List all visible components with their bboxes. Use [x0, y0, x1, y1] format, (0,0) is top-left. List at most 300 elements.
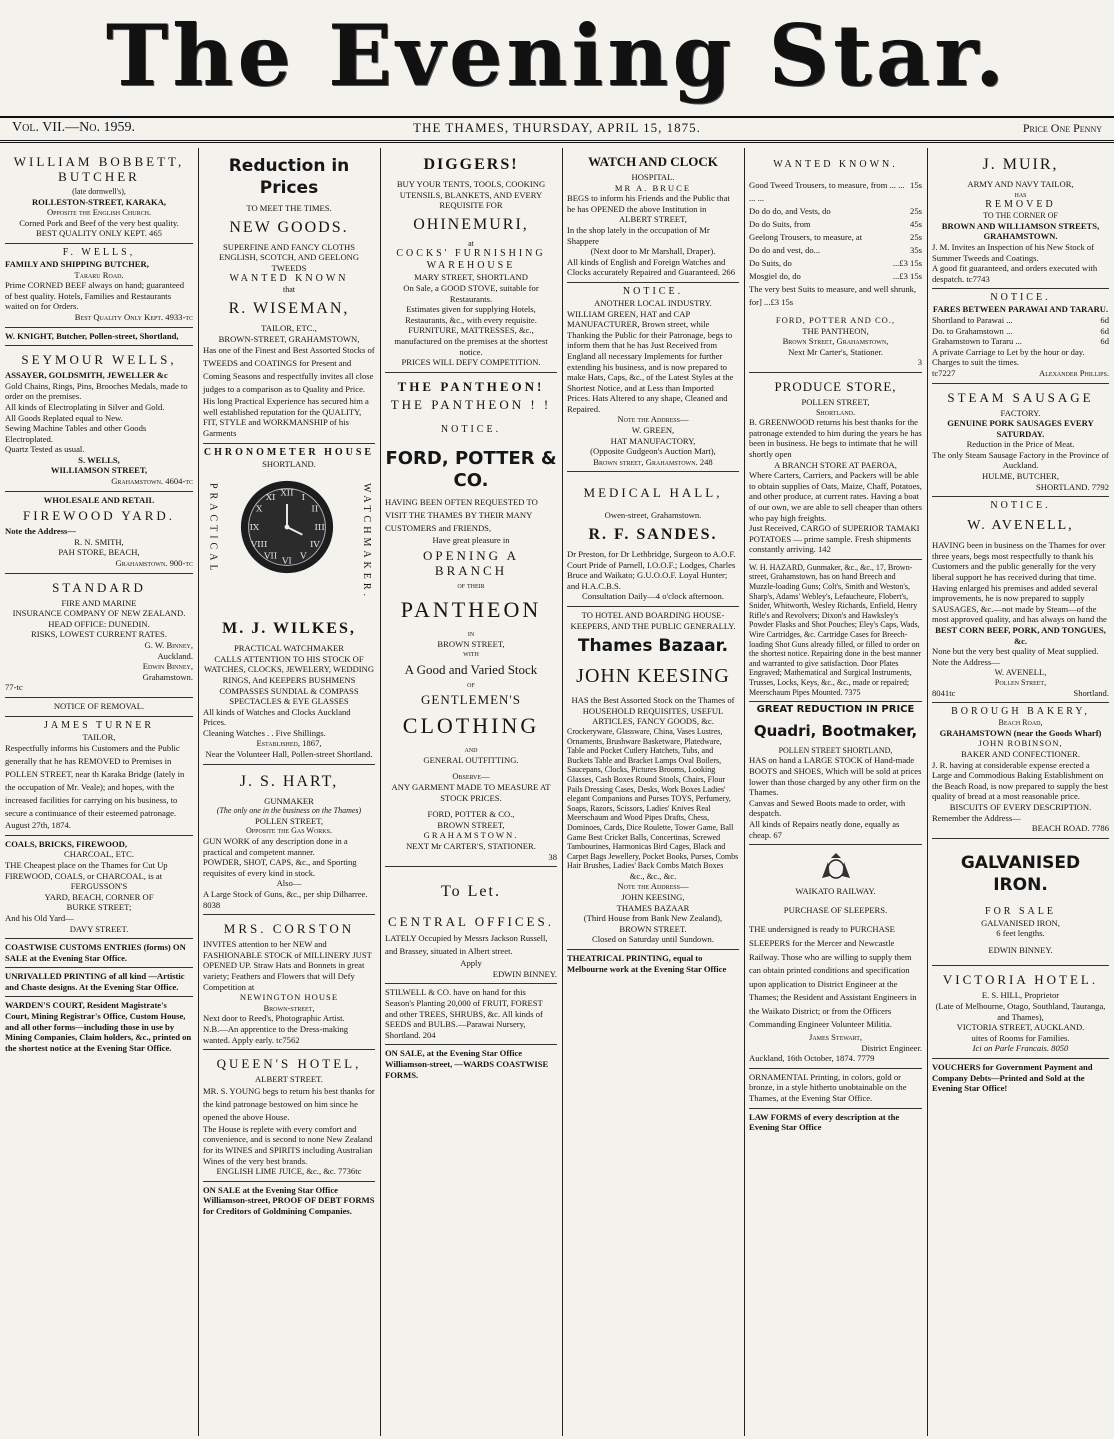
price-item: Do Suits, do — [749, 258, 792, 268]
ad-text: POLLEN STREET, — [254, 815, 324, 826]
ad-text: BURKE STREET; — [66, 902, 132, 913]
ad-text: SHORTLAND. 7792 — [1035, 481, 1109, 492]
ad-heading: NOTICE. — [990, 292, 1051, 304]
ad-text: Corned Pork and Beef of the very best quality. — [19, 217, 179, 228]
ad-text: POWDER, SHOT, CAPS, &c., and Sporting requisites of every kind in stock. — [203, 857, 357, 878]
ad-text: (Next door to Mr Marshall, Draper). — [590, 246, 716, 257]
ad-text: FACTORY. — [1000, 407, 1041, 418]
ad-heading: OPENING A BRANCH — [423, 548, 519, 579]
svg-text:II: II — [311, 504, 319, 515]
ad-text: Tararu Road. — [74, 269, 124, 280]
ad-heading: WATCH AND CLOCK — [588, 154, 718, 169]
ad-victoria-hotel — [932, 966, 1109, 1059]
ad-text: PURCHASE OF SLEEPERS. — [783, 904, 888, 915]
ad-text: HAS the Best Assorted Stock on the Thames of HOUSEHOLD REQUISITES, USEFUL ARTICLES, FANCY GOODS, &c. — [571, 695, 735, 727]
ad-text: S. WELLS, — [78, 454, 120, 465]
ad-heading: PANTHEON — [400, 596, 542, 622]
ad-heading: GENTLEMEN'S — [420, 692, 521, 708]
ad-text: INVITES attention to her NEW and FASHIONABLE STOCK of MILLINERY JUST OPENED UP. Straw Hats and Bonnets in great variety; Feathers and Flowers that will Defy Competition at — [203, 939, 372, 992]
ad-heading: STEAM SAUSAGE — [947, 389, 1094, 405]
ad-text: All kinds of Electroplating in Silver and Gold. — [5, 401, 165, 412]
ad-seymour-wells — [5, 346, 193, 492]
svg-text:I: I — [301, 493, 306, 504]
ad-heading: R. WISEMAN, — [228, 299, 350, 317]
ad-text: MR. S. YOUNG begs to return his best thanks for the kind patronage bestowed on him since he opened the above House. — [203, 1085, 375, 1122]
column-3 — [380, 148, 562, 1436]
ad-text: Observe— — [452, 771, 490, 782]
ad-text: BEST CORN BEEF, PORK, AND TONGUES, &c. — [935, 625, 1106, 646]
ad-text: FORD, POTTER AND CO., — [775, 315, 896, 325]
ad-text: HOSPITAL. — [631, 172, 675, 182]
ad-text: Where Carters, Carriers, and Packers will be able to obtain supplies of Oats, Maize, Chaff, Potatoes, and other produce, at current rates. Having a boat of our own, we are able to sell cheaper than others who pay high freights. — [749, 470, 922, 523]
ad-text: GRAHAMSTOWN. — [423, 830, 519, 841]
ad-heading: MEDICAL HALL, — [583, 485, 723, 501]
fare-item: Grahamstown to Tararu ... — [932, 336, 1022, 347]
ad-text: On Sale, a GOOD STOVE, suitable for Restaurants. — [403, 282, 539, 304]
price-row — [749, 218, 922, 231]
ad-heading: COALS, BRICKS, FIREWOOD, — [5, 838, 128, 849]
ad-text: RISKS, LOWEST CURRENT RATES. — [30, 629, 167, 640]
ad-text: BEACH ROAD. 7786 — [1031, 823, 1109, 834]
fare-row — [932, 326, 1109, 337]
ad-text: uites of Rooms for Families. — [971, 1032, 1070, 1043]
fare-value: 6d — [1100, 314, 1109, 325]
ad-coals — [5, 836, 193, 939]
price-value: 25s — [910, 232, 922, 242]
ad-text: JOHN ROBINSON, — [978, 738, 1063, 749]
ad-text: His long Practical Experience has secured him a well established reputation for the QUALITY, FIT, STYLE and WORKMANSHIP of his Garments — [203, 396, 369, 438]
ad-heading: NEW GOODS. — [229, 218, 349, 236]
ad-text: W. H. HAZARD, Gunmaker, &c., &c., 17, Brown-street, Grahamstown, has on hand Breech and Muzzle-loading Guns; Colt's, Smith and Weston's, Sharp's, Adams' Webley's, Lefaucheure, Flobert's, Snider, Whitworth, Wesley Richards, Enfield, Henry Rifle's and Revolvers; Dixon's and Hawksley's Powder Flasks and Shot Pouches; Eley's Caps, Wads, Wire Cartridges, &c. Cartridge Cases for Breech-loading Shot Guns already filled, or filled to order on the shortest notice. Repairing done in the best manner and warranted to give satisfaction. Door Plates Engraved; Mathematical and Surgical Instruments, Trusses, Locks, Keys, &c., &c., made or repaired; Meerschaum Pipes Mounted. 7375 — [749, 562, 922, 697]
ad-heading: WAIKATO RAILWAY. — [795, 886, 876, 897]
price-row — [749, 244, 922, 257]
ad-text: Cleaning Watches . . Five Shillings. — [203, 727, 326, 738]
ad-firewood — [5, 492, 193, 574]
ad-text: Edwin Binney, — [142, 661, 193, 672]
ad-text: Grahamstown. — [142, 671, 193, 682]
ad-text: Auckland, 16th October, 1874. 7779 — [749, 1053, 875, 1064]
ad-text: TO HOTEL AND BOARDING HOUSE-KEEPERS, AND THE PUBLIC GENERALLY. — [570, 610, 736, 631]
ad-text: 38 — [548, 851, 557, 862]
ad-text: THE Cheapest place on the Thames for Cut Up FIREWOOD, COALS, or CHARCOAL, is at — [5, 859, 168, 881]
ad-watch-hospital — [567, 148, 739, 283]
ad-text: BROWN STREET, — [437, 819, 505, 830]
ad-heading: Quadri, Bootmaker, — [753, 721, 918, 740]
ad-heading: COCKS' FURNISHING WAREHOUSE — [396, 248, 546, 272]
ad-law-forms — [749, 1109, 922, 1137]
ad-text: Alexander Phillips. — [1039, 367, 1109, 378]
ad-vouchers — [932, 1059, 1109, 1098]
ad-text: GRAHAMSTOWN (near the Goods Wharf) — [939, 727, 1102, 738]
ad-text: Brown street, Grahamstown. 248 — [593, 456, 713, 467]
clock-icon — [239, 479, 335, 575]
svg-text:VII: VII — [264, 551, 278, 562]
ad-text: Remember the Address— — [932, 812, 1021, 823]
ad-knight — [5, 328, 193, 347]
fare-row — [932, 315, 1109, 326]
volume-number: Vol. VII.—No. 1959. — [12, 120, 135, 135]
ad-text: BROWN-STREET, GRAHAMSTOWN, — [218, 333, 360, 344]
ad-muir-tailor — [932, 148, 1109, 289]
column-4 — [562, 148, 744, 1436]
ad-heading: WANTED KNOWN. — [773, 159, 898, 170]
ad-text: N.B.—An apprentice to the Dress-making wanted. Apply early. tc7562 — [203, 1023, 349, 1045]
ad-theatrical-printing — [567, 950, 739, 978]
ad-text: BROWN STREET. — [619, 923, 687, 934]
ad-heading: F. WELLS, — [62, 246, 136, 258]
ad-text: Note the Address— — [932, 656, 1000, 667]
ad-text: Beach Road, — [998, 718, 1043, 728]
ad-text: All kinds of Watches and Clocks Auckland Prices. — [203, 706, 351, 728]
ad-text: of their — [457, 581, 485, 591]
ad-text: Sewing Machine Tables and other Goods Electroplated. — [5, 423, 147, 444]
price-value: 15s — [910, 180, 922, 190]
side-label: PRACTICAL — [207, 483, 219, 575]
dateline-bar — [0, 116, 1114, 143]
ad-heading: DIGGERS! — [423, 156, 519, 173]
ad-heading: GREAT REDUCTION IN PRICE — [756, 704, 915, 716]
ad-pantheon — [385, 373, 557, 868]
ad-text: A good fit guaranteed, and orders executed with despatch. tc7743 — [932, 263, 1098, 284]
svg-text:V: V — [300, 551, 307, 562]
ad-heading: CHRONOMETER HOUSE — [203, 446, 375, 458]
svg-text:XI: XI — [265, 493, 276, 504]
ad-text: tc7227 — [932, 367, 956, 378]
ad-text: ALBERT STREET. — [255, 1074, 323, 1085]
ad-text: Crockeryware, Glassware, China, Vases Lustres, Ornaments, Brushware Basketware, Platedware, Table and Pocket Cutlery Hatchets, Tubs, and Buckets Table and Bracket Lamps Oval Boilers, Saucepans, Clocks, Pictures Brooms, Looking Glasses, Cash Boxes Round Stools, Chairs, Flour Pails Dressing Cases, Desks, Work Boxes Ladies' elegant Companions and Purses TOYS, Perfumery, Soaps, Razors, Scissors, Ladies' Knives Real Meerschaum and Wood Pipes Drafts, Chess, Dominoes, Cards, Dice Roulette, Tower Game, Ball Game Best Cricket Balls, Concertinas, Screwed Tambourines, Harmonicas Bird Cages, Black and Carpet Bags Jewellery, Pocket Books, Purses, Combs Hair Brushes, Ladies' Back Combs Match Boxes — [567, 726, 739, 871]
ad-text: VOUCHERS for Government Payment and Company Debts—Printed and Sold at the Evening Star Office! — [932, 1062, 1093, 1094]
ad-text: ON SALE, at the Evening Star Office Williamson-street, —WARDS COASTWISE FORMS. — [385, 1048, 549, 1080]
ad-heading: REMOVED — [985, 199, 1056, 211]
price-value: 35s — [910, 245, 922, 255]
ad-notice-of-removal — [5, 698, 193, 717]
ad-james-turner — [5, 717, 193, 836]
ad-heading: PRODUCE STORE, — [774, 378, 897, 394]
ad-text: Apply — [460, 958, 482, 969]
ad-avenell — [932, 497, 1109, 703]
ad-text: EDWIN BINNEY. — [988, 944, 1053, 955]
ad-text: LATELY Occupied by Messrs Jackson Russell, and Brassey, situated in Albert street. — [385, 933, 548, 957]
ad-heading: NOTICE. — [440, 423, 502, 435]
ad-text: WILLIAMSON STREET, — [50, 465, 148, 476]
ad-text: (Third House from Bank New Zealand), — [583, 913, 723, 924]
ad-heading: J. S. HART, — [239, 772, 339, 790]
ad-text: Quartz Tested as usual. — [5, 444, 85, 455]
ad-text: HAVING been in business on the Thames for over three years, begs most respectfully to thank his Customers and the public generally for the very liberal support he has received during that time. Having enlarged his premises and added several improvements, he is now prepared to supply SAUSAGES, &c.—not made by Steam—of the most approved quality, and has always on hand the — [932, 540, 1107, 625]
ad-text: NEWINGTON HOUSE — [239, 992, 339, 1003]
ad-hart-gunmaker — [203, 765, 375, 916]
ad-text: Note the Address— — [5, 526, 76, 537]
ad-text: BAKER AND CONFECTIONER. — [960, 748, 1081, 759]
ad-text: Consultation Daily—4 o'clock afternoon. — [582, 591, 724, 602]
ad-heading: WILLIAM BOBBETT, BUTCHER — [13, 154, 185, 184]
fare-row — [932, 336, 1109, 347]
price-item: Do do and vest, do... — [749, 245, 821, 255]
ad-stilwell — [385, 984, 557, 1045]
ad-thames-bazaar — [567, 607, 739, 950]
svg-text:X: X — [256, 504, 263, 515]
ad-steam-sausage — [932, 384, 1109, 498]
ad-text: of — [467, 679, 475, 689]
ad-text: Near the Volunteer Hall, Pollen-street Shortland. — [205, 749, 373, 760]
ad-text: YARD, BEACH, CORNER OF — [44, 891, 154, 902]
ad-text: GALVANISED IRON, — [981, 917, 1060, 928]
ad-text: Grahamstown. 900-tc — [115, 558, 193, 569]
ad-text: WILLIAM GREEN, HAT and CAP MANUFACTURER, Brown street, while Thanking the Public for their Patronage, begs to inform them that he has Just Received from England all necessary Implements for further extending his business, and is now prepared to make Hats, Caps, &c., of the Latest Styles at the Shortest Notice, and at Less than Imported Prices. Hats Altered to any shape, Cleaned and Repaired. — [567, 308, 734, 414]
ad-text: FARES BETWEEN PARAWAI AND TARARU. — [932, 304, 1109, 315]
ad-text: Opposite the Gas Works. — [246, 826, 332, 836]
ad-bobbett — [5, 148, 193, 244]
ad-text: And his Old Yard— — [5, 912, 74, 923]
ad-text: BUY YOUR TENTS, TOOLS, COOKING UTENSILS, BLANKETS, AND EVERY REQUISITE FOR — [396, 179, 546, 211]
ad-heading: OHINEMURI, — [413, 215, 529, 233]
column-6 — [927, 148, 1114, 1436]
ad-text: In the shop lately in the occupation of Mr Shappere — [567, 224, 710, 246]
ad-waikato-railway — [749, 845, 922, 1069]
ad-heading: A Good and Varied Stock — [404, 661, 538, 677]
price-item: Geelong Trousers, to measure, at — [749, 232, 863, 242]
ad-text: ANY GARMENT MADE TO MEASURE AT STOCK PRICES. — [391, 782, 551, 803]
ad-produce-store — [749, 373, 922, 560]
ad-text: August 27th, 1874. — [5, 820, 71, 831]
ad-text: JOHN KEESING, — [621, 892, 685, 903]
ad-text: Reduction in the Price of Meat. — [966, 439, 1075, 450]
ad-heading: THE PANTHEON! — [397, 378, 545, 394]
ad-text: WARDEN'S COURT, Resident Magistrate's Court, Mining Registrar's Office, Custom House, and all other forms—including those in use by Mining Companies, Claim holders, &c., printed on the shortest notice at the Evening Star Office. — [5, 1000, 192, 1053]
ad-text: &c., &c., &c. — [629, 870, 677, 881]
ad-heading: FIREWOOD YARD. — [22, 508, 176, 524]
ad-text: TAILOR, — [82, 731, 116, 742]
ad-text: District Engineer. — [861, 1042, 922, 1053]
ad-heading: GALVANISED IRON. — [960, 852, 1081, 895]
ad-text: Best Quality Only Kept. 4933-tc — [74, 311, 193, 322]
ad-text: W. KNIGHT, Butcher, Pollen-street, Shortland, — [5, 330, 179, 341]
side-label: WATCHMAKER. — [361, 483, 372, 601]
ad-text: CHARCOAL, ETC. — [64, 849, 134, 860]
dateline: THE THAMES, THURSDAY, APRIL 15, 1875. — [413, 120, 701, 135]
ad-text: EDWIN BINNEY. — [492, 968, 557, 979]
ad-text: COASTWISE CUSTOMS ENTRIES (forms) ON SALE at the Evening Star Office. — [5, 942, 186, 963]
ad-wardens — [5, 997, 193, 1057]
ad-chronometer-house — [203, 444, 375, 765]
ad-text: James Stewart, — [808, 1032, 863, 1043]
price-value: ...£3 15s — [892, 271, 922, 281]
ad-coastwise-forms — [385, 1045, 557, 1084]
ad-text: W. GREEN, — [631, 425, 675, 436]
ad-text: W. AVENELL, — [994, 667, 1047, 678]
clock-illustration — [203, 473, 375, 615]
column-2 — [198, 148, 380, 1436]
ad-text: Next Mr Carter's, Stationer. — [788, 346, 883, 357]
ad-text: FIRE AND MARINE — [61, 597, 137, 608]
ad-text: GENUINE PORK SAUSAGES EVERY SATURDAY. — [947, 418, 1094, 439]
ad-text: Estimates given for supplying Hotels, Restaurants, &c., with every requisite. FURNITURE, MATTRESSES, &c., manufactured on the premises at the shortest notice. — [394, 304, 548, 357]
ad-text: Just Received, CARGO of SUPERIOR TAMAKI POTATOES — prime sample. Fresh shipments constantly arriving. 142 — [749, 523, 920, 555]
ad-text: THE undersigned is ready to PURCHASE SLEEPERS for the Mercer and Newcastle Railway. Those who are willing to supply them can obtain printed conditions and specification upon application to District Engineer at the Thames; the Resident and Assistant Engineers in the Waikato District; or from the Officers Commanding Engineer Volunteer Militia. — [749, 924, 917, 1030]
ad-heading: CENTRAL OFFICES. — [388, 914, 554, 930]
ad-text: THEATRICAL PRINTING, equal to Melbourne work at the Evening Star Office — [567, 953, 727, 974]
ad-heading: R. F. SANDES. — [588, 526, 718, 544]
ad-heading: NOTICE. — [990, 500, 1051, 512]
ad-text: HEAD OFFICE: DUNEDIN. — [48, 618, 150, 629]
ad-text: THAMES BAZAAR — [616, 902, 690, 913]
ad-text: has — [1014, 189, 1027, 199]
ad-text: G. W. Binney, — [144, 640, 193, 650]
ad-text: HAT MANUFACTORY, — [610, 435, 696, 446]
ad-text: HAS on hand a LARGE STOCK of Hand-made BOOTS and SHOES, Which will be sold at prices lower than those charged by any other firm on the Thames. — [749, 755, 922, 798]
ad-text: Owen-street, Grahamstown. — [604, 510, 702, 521]
ad-hazard-gunmaker — [749, 560, 922, 702]
ad-text: The House is replete with every comfort and convenience, and is second to none New Zealand for its WINES and SPIRITS including Australian Wines of the very best brands. — [203, 1123, 373, 1166]
svg-text:VI: VI — [282, 556, 292, 567]
ad-text: TO THE CORNER OF — [983, 211, 1058, 221]
ad-corston — [203, 915, 375, 1050]
price-row — [749, 231, 922, 244]
price-row — [749, 179, 922, 205]
ad-heading: WANTED KNOWN — [229, 273, 349, 285]
ad-text: MARY STREET, SHORTLAND — [414, 272, 528, 283]
ad-to-let — [385, 867, 557, 984]
ad-footer — [932, 688, 1109, 699]
price-value: 45s — [910, 219, 922, 229]
ad-text: BEGS to inform his Friends and the Public that he has OPENED the above Institution in — [567, 193, 730, 214]
ad-coastwise — [5, 939, 193, 968]
ad-text: (late dornwell's), — [72, 187, 126, 196]
ad-text: BISCUITS OF EVERY DESCRIPTION. — [949, 801, 1092, 812]
ad-text: J. M. Invites an Inspection of his New Stock of Summer Tweeds and Coatings. — [932, 241, 1095, 263]
ad-text: Gold Chains, Rings, Pins, Brooches Medals, made to order on the premises. — [5, 380, 188, 402]
ad-galvanised-iron — [932, 839, 1109, 967]
ad-heading: THE PANTHEON ! ! — [390, 396, 552, 412]
ad-text: B. GREENWOOD returns his best thanks for the patronage extended to him during the years he has been in business. He begs to intimate that he will shortly open — [749, 417, 922, 459]
ad-text: NEXT Mr CARTER'S, STATIONER. — [406, 841, 536, 852]
ad-text: Also— — [276, 878, 302, 889]
svg-text:XII: XII — [280, 488, 294, 499]
ad-text: PAH STORE, BEACH, — [58, 547, 140, 558]
ad-text: GUNMAKER — [264, 795, 314, 806]
ad-medical-hall — [567, 472, 739, 607]
price-value: 25s — [910, 206, 922, 216]
ad-text: Shortland. — [1073, 687, 1109, 698]
ad-heading: Thames Bazaar. — [577, 636, 729, 657]
fare-item: Do. to Grahamstown ... — [932, 325, 1013, 336]
ad-heading: STANDARD — [52, 579, 146, 595]
ad-quadri-bootmaker — [749, 702, 922, 845]
ad-heading: JAMES TURNER — [44, 719, 154, 731]
ad-text: PRICES WILL DEFY COMPETITION. — [401, 357, 541, 368]
ad-text: ASSAYER, GOLDSMITH, JEWELLER &c — [5, 370, 168, 381]
ad-text: in — [467, 628, 475, 638]
ad-heading: FOR SALE — [985, 905, 1056, 917]
ad-text: HULME, BUTCHER, — [981, 471, 1060, 482]
ad-text: Next door to Reed's, Photographic Artist. — [203, 1013, 345, 1024]
price-row — [749, 205, 922, 218]
ad-borough-bakery — [932, 703, 1109, 839]
price: Price One Penny — [1022, 121, 1102, 135]
ad-text: UNRIVALLED PRINTING of all kind —Artistic and Chaste designs. At the Evening Star Office. — [5, 971, 185, 992]
ad-queens-hotel — [203, 1050, 375, 1182]
ad-text: The very best Suits to measure, and well shrunk, for] ...£3 15s — [749, 284, 917, 307]
ad-text: PRACTICAL WATCHMAKER — [233, 643, 345, 654]
ad-text: ENGLISH, SCOTCH, AND GEELONG TWEEDS — [218, 252, 360, 273]
ad-wells-butcher — [5, 244, 193, 328]
column-5 — [744, 148, 927, 1436]
ad-text: (The only one in the business on the Thames) — [216, 806, 362, 816]
ad-text: All Goods Replated equal to New. — [5, 412, 123, 423]
royal-crest-icon — [816, 852, 856, 882]
ad-text: LAW FORMS of every description at the Evening Star Office — [749, 1111, 900, 1133]
ad-heading: JOHN KEESING — [576, 665, 730, 688]
column-1 — [0, 148, 198, 1436]
ad-heading: SEYMOUR WELLS, — [21, 352, 177, 368]
ad-heading: To Let. — [441, 883, 501, 901]
ad-text: Brown Street, Grahamstown, — [782, 336, 889, 347]
ad-text: BEST QUALITY ONLY KEPT. 465 — [36, 228, 162, 239]
ad-text: Closed on Saturday until Sundown. — [592, 934, 714, 945]
ad-text: (Opposite Gudgeon's Auction Mart), — [590, 446, 716, 457]
ad-text: FORD, POTTER & CO., — [427, 809, 515, 820]
price-item: Mosgiel do, do — [749, 271, 801, 281]
ad-text: Have great pleasure in — [432, 534, 510, 545]
masthead — [0, 0, 1114, 112]
ad-text: ANOTHER LOCAL INDUSTRY. — [594, 297, 712, 308]
ad-heading: QUEEN'S HOTEL, — [216, 1056, 362, 1072]
ad-heading: NOTICE OF REMOVAL. — [53, 700, 145, 711]
ad-text: Ici on Parle Francais. 8050 — [972, 1043, 1069, 1054]
ad-heading: VICTORIA HOTEL. — [942, 972, 1099, 988]
ad-text: INSURANCE COMPANY OF NEW ZEALAND. — [12, 608, 186, 619]
ad-text: Auckland. — [157, 650, 193, 661]
ad-text: Shortland. — [815, 407, 856, 417]
ad-text: GENERAL OUTFITTING. — [423, 754, 519, 765]
ad-text: at — [468, 238, 474, 248]
price-item: Do do Suits, from — [749, 219, 811, 229]
ad-text: Note the Address— — [617, 881, 689, 892]
ad-heading: NOTICE. — [622, 285, 684, 297]
ad-text: SUPERFINE AND FANCY CLOTHS — [222, 241, 356, 252]
ad-printing — [5, 968, 193, 997]
ad-diggers — [385, 148, 557, 373]
ad-text: CALLS ATTENTION TO HIS STOCK OF WATCHES, CLOCKS, JEWELERY, WEDDING RINGS, And KEEPERS BUSHMENS COMPASSES SUNDIAL & COMPASS SPECTACLES & EYE GLASSES — [203, 653, 375, 707]
ad-text: Prime CORNED BEEF always on hand; guaranteed of best quality. Hotels, Families and Restaurants waited on for Orders. — [5, 280, 185, 312]
ad-text: DAVY STREET. — [69, 923, 129, 934]
ad-text: and — [464, 745, 478, 755]
ad-text: POLLEN STREET, — [801, 396, 870, 407]
ad-text: FERGUSSON'S — [70, 881, 128, 892]
price-item: Good Tweed Trousers, to measure, from ... ... ... ... — [749, 180, 905, 203]
ad-heading: W. AVENELL, — [967, 518, 1074, 534]
ad-text: (Late of Melbourne, Otago, Southland, Tauranga, and Thames), — [935, 1001, 1106, 1022]
svg-text:VIII: VIII — [250, 540, 268, 551]
ad-text: Brown-street, — [263, 1002, 315, 1013]
ad-heading: CLOTHING — [402, 713, 540, 739]
ad-ornamental-printing — [749, 1069, 922, 1109]
ad-standard-insurance — [5, 574, 193, 698]
ad-text: A Large Stock of Guns, &c., per ship Dilharree. 8038 — [203, 889, 368, 910]
ad-text: The only Steam Sausage Factory in the Province of Auckland. — [932, 449, 1109, 471]
ad-text: FAMILY AND SHIPPING BUTCHER, — [5, 258, 149, 269]
ad-text: ON SALE at the Evening Star Office Williamson-street, PROOF OF DEBT FORMS for Creditors of Goldmining Companies. — [203, 1184, 375, 1216]
ad-text: Established, 1867, — [256, 738, 322, 749]
ad-text: ROLLESTON-STREET, KARAKA, — [31, 196, 167, 207]
price-row — [749, 257, 922, 270]
ad-text: R. N. SMITH, — [74, 536, 124, 547]
ad-text: VICTORIA STREET, AUCKLAND. — [956, 1022, 1085, 1033]
ad-text: BROWN AND WILLIAMSON STREETS, GRAHAMSTOWN. — [941, 220, 1100, 242]
ad-text: THE PANTHEON, — [802, 325, 869, 336]
svg-text:III: III — [314, 523, 325, 534]
ad-text: SHORTLAND. — [262, 458, 316, 469]
